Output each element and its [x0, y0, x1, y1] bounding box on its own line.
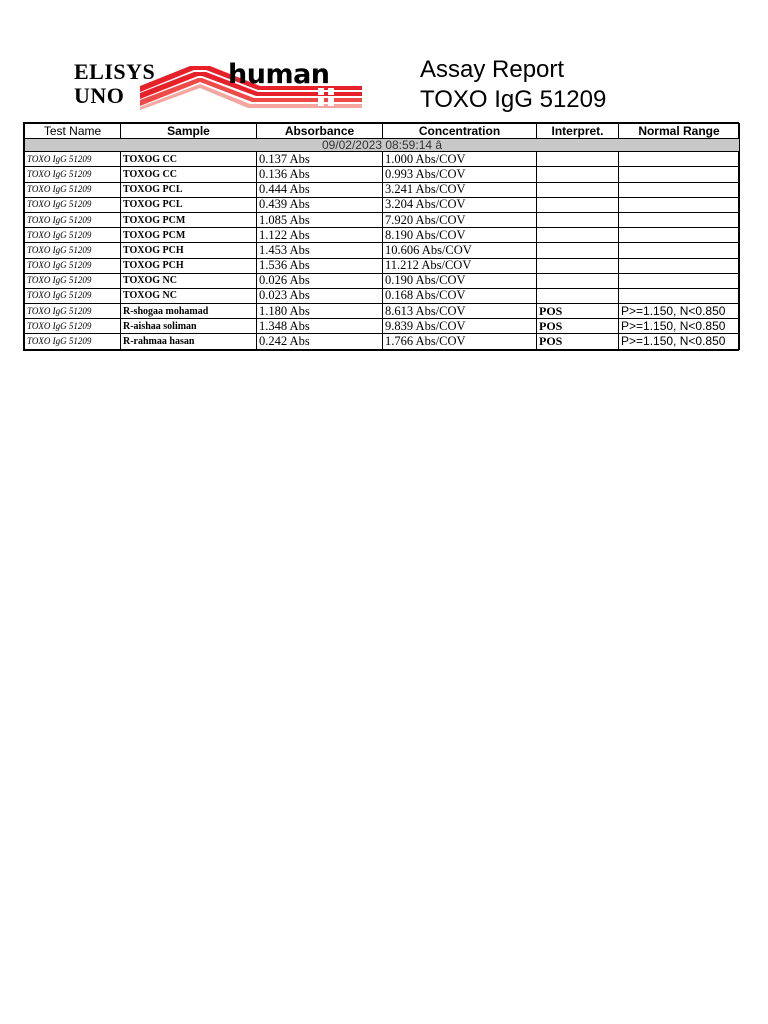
concentration-cell: 3.241 Abs/COV — [383, 182, 537, 197]
table-row — [25, 258, 740, 273]
table-row — [25, 304, 740, 319]
sample-cell: TOXOG NC — [121, 288, 257, 303]
concentration-cell: 0.168 Abs/COV — [383, 288, 537, 303]
table-row — [25, 228, 740, 243]
sample-cell: TOXOG PCM — [121, 212, 257, 227]
interpretation-cell — [537, 152, 619, 167]
normal-range-cell — [619, 228, 740, 243]
normal-range-cell — [619, 243, 740, 258]
interpretation-cell — [537, 243, 619, 258]
concentration-cell: 1.766 Abs/COV — [383, 334, 537, 349]
absorbance-cell: 0.137 Abs — [257, 152, 383, 167]
concentration-cell: 0.993 Abs/COV — [383, 167, 537, 182]
absorbance-cell: 0.444 Abs — [257, 182, 383, 197]
col-header-absorbance: Absorbance — [257, 124, 383, 139]
interpretation-cell — [537, 288, 619, 303]
interpretation-cell — [537, 228, 619, 243]
interpretation-cell — [537, 273, 619, 288]
normal-range-cell — [619, 212, 740, 227]
table-row — [25, 273, 740, 288]
test-name-cell: TOXO IgG 51209 — [25, 197, 121, 212]
interpretation-cell — [537, 182, 619, 197]
absorbance-cell: 1.180 Abs — [257, 304, 383, 319]
test-name-cell: TOXO IgG 51209 — [25, 212, 121, 227]
absorbance-cell: 1.348 Abs — [257, 319, 383, 334]
absorbance-cell: 0.439 Abs — [257, 197, 383, 212]
concentration-cell: 1.000 Abs/COV — [383, 152, 537, 167]
test-name-cell: TOXO IgG 51209 — [25, 258, 121, 273]
concentration-cell: 8.190 Abs/COV — [383, 228, 537, 243]
elisys-human-logo — [74, 60, 364, 112]
normal-range-cell — [619, 288, 740, 303]
report-title-line1: Assay Report — [420, 56, 565, 83]
report-title — [420, 55, 606, 115]
concentration-cell: 8.613 Abs/COV — [383, 304, 537, 319]
normal-range-cell — [619, 167, 740, 182]
table-row — [25, 288, 740, 303]
table-row — [25, 197, 740, 212]
normal-range-cell — [619, 152, 740, 167]
table-row — [25, 334, 740, 349]
table-row — [25, 243, 740, 258]
concentration-cell: 0.190 Abs/COV — [383, 273, 537, 288]
concentration-cell: 3.204 Abs/COV — [383, 197, 537, 212]
interpretation-cell — [537, 167, 619, 182]
sample-cell: TOXOG NC — [121, 273, 257, 288]
sample-cell: TOXOG PCH — [121, 258, 257, 273]
test-name-cell: TOXO IgG 51209 — [25, 319, 121, 334]
test-name-cell: TOXO IgG 51209 — [25, 152, 121, 167]
absorbance-cell: 0.026 Abs — [257, 273, 383, 288]
sample-cell: TOXOG CC — [121, 167, 257, 182]
normal-range-cell: P>=1.150, N<0.850 — [619, 334, 740, 349]
interpretation-cell: POS — [537, 319, 619, 334]
col-header-concentration: Concentration — [383, 124, 537, 139]
absorbance-cell: 1.085 Abs — [257, 212, 383, 227]
logo-line-elisys: ELISYS — [74, 59, 156, 84]
test-name-cell: TOXO IgG 51209 — [25, 273, 121, 288]
table-header-row — [25, 124, 740, 139]
test-name-cell: TOXO IgG 51209 — [25, 288, 121, 303]
interpretation-cell — [537, 197, 619, 212]
concentration-cell: 9.839 Abs/COV — [383, 319, 537, 334]
table-row — [25, 152, 740, 167]
logo-human-wordmark: human — [228, 59, 330, 90]
normal-range-cell — [619, 273, 740, 288]
absorbance-cell: 0.023 Abs — [257, 288, 383, 303]
table-row — [25, 319, 740, 334]
normal-range-cell — [619, 197, 740, 212]
col-header-normal-range: Normal Range — [619, 124, 740, 139]
concentration-cell: 7.920 Abs/COV — [383, 212, 537, 227]
interpretation-cell: POS — [537, 304, 619, 319]
sample-cell: TOXOG PCM — [121, 228, 257, 243]
test-name-cell: TOXO IgG 51209 — [25, 304, 121, 319]
sample-cell: TOXOG PCL — [121, 197, 257, 212]
absorbance-cell: 0.136 Abs — [257, 167, 383, 182]
sample-cell: R-aishaa soliman — [121, 319, 257, 334]
sample-cell: R-rahmaa hasan — [121, 334, 257, 349]
absorbance-cell: 1.122 Abs — [257, 228, 383, 243]
concentration-cell: 11.212 Abs/COV — [383, 258, 537, 273]
table-row — [25, 182, 740, 197]
col-header-interpretation: Interpret. — [537, 124, 619, 139]
test-name-cell: TOXO IgG 51209 — [25, 182, 121, 197]
interpretation-cell — [537, 258, 619, 273]
assay-results-table — [23, 122, 739, 351]
test-name-cell: TOXO IgG 51209 — [25, 167, 121, 182]
interpretation-cell — [537, 212, 619, 227]
run-datetime: 09/02/2023 08:59:14 â — [25, 139, 740, 152]
test-name-cell: TOXO IgG 51209 — [25, 334, 121, 349]
report-title-line2: TOXO IgG 51209 — [420, 86, 607, 113]
test-name-cell: TOXO IgG 51209 — [25, 228, 121, 243]
logo-line-uno: UNO — [74, 83, 125, 108]
normal-range-cell: P>=1.150, N<0.850 — [619, 304, 740, 319]
table-row — [25, 212, 740, 227]
sample-cell: TOXOG PCH — [121, 243, 257, 258]
table-row — [25, 167, 740, 182]
sample-cell: TOXOG PCL — [121, 182, 257, 197]
col-header-test-name: Test Name — [25, 124, 121, 139]
normal-range-cell — [619, 258, 740, 273]
absorbance-cell: 1.453 Abs — [257, 243, 383, 258]
normal-range-cell: P>=1.150, N<0.850 — [619, 319, 740, 334]
normal-range-cell — [619, 182, 740, 197]
concentration-cell: 10.606 Abs/COV — [383, 243, 537, 258]
absorbance-cell: 1.536 Abs — [257, 258, 383, 273]
date-row — [25, 139, 740, 152]
absorbance-cell: 0.242 Abs — [257, 334, 383, 349]
sample-cell: TOXOG CC — [121, 152, 257, 167]
col-header-sample: Sample — [121, 124, 257, 139]
interpretation-cell: POS — [537, 334, 619, 349]
test-name-cell: TOXO IgG 51209 — [25, 243, 121, 258]
sample-cell: R-shogaa mohamad — [121, 304, 257, 319]
